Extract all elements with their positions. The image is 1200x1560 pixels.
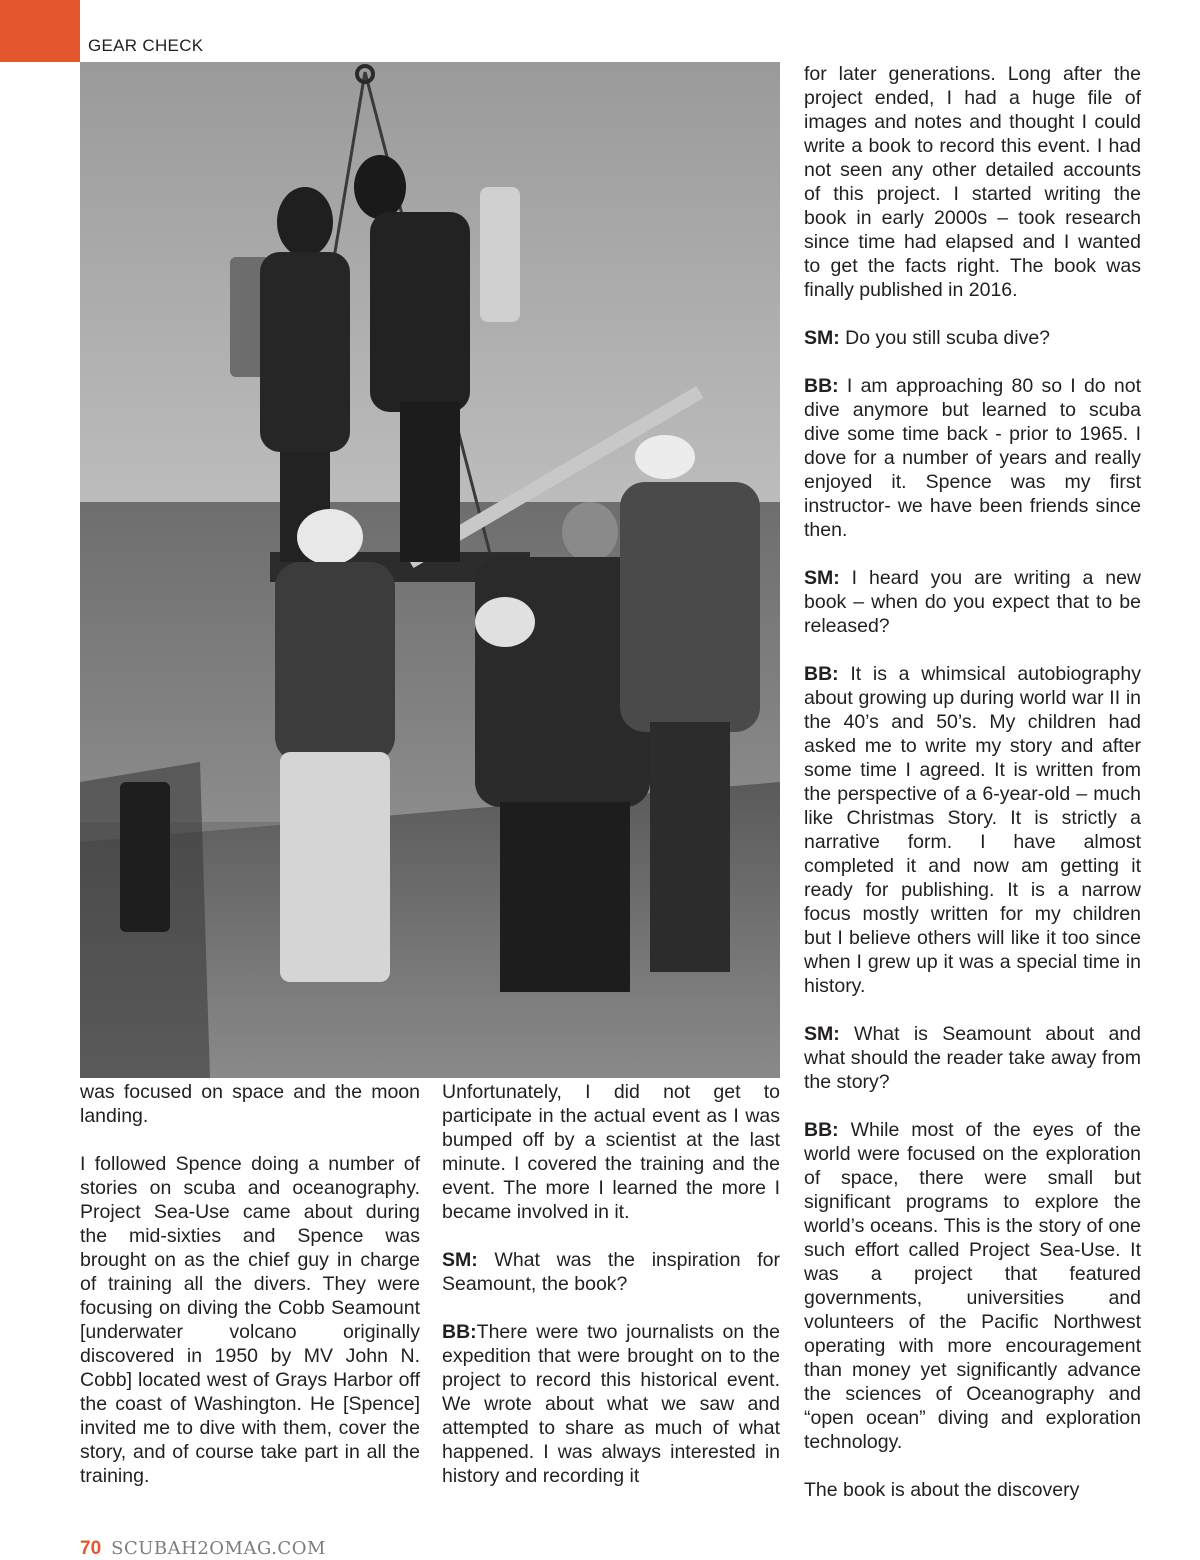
speaker-label: BB: bbox=[442, 1321, 477, 1343]
paragraph-answer: BB: I am approaching 80 so I do not dive anymore but learned to scuba dive some time back - prior to 1965. I dove for a number of years and really enjoyed it. Spence was my first instructor- we have been friends since then. bbox=[804, 375, 1141, 541]
speaker-label: BB: bbox=[804, 663, 839, 685]
site-url: SCUBAH2OMAG.COM bbox=[111, 1538, 326, 1559]
paragraph: Unfortunately, I did not get to participate in the actual event as I was bumped off by a scientist at the last minute. I covered the training and the event. The more I learned the more I became involved in it. bbox=[442, 1081, 780, 1223]
paragraph-answer: BB: While most of the eyes of the world were focused on the exploration of space, there were small but significant programs to explore the world’s oceans. This is the story of one such effort called Project Sea-Use. It was a project that featured governments, universities and volunteers of the Pacific Northwest operating with more encouragement than money yet significantly advance the sciences of Oceanography and “open ocean” diving and exploration technology. bbox=[804, 1119, 1141, 1453]
page-number: 70 bbox=[80, 1538, 102, 1559]
section-color-tab bbox=[0, 0, 80, 62]
paragraph-question: SM: I heard you are writing a new book – when do you expect that to be released? bbox=[804, 567, 1141, 637]
speaker-label: SM: bbox=[804, 327, 840, 349]
speaker-label: BB: bbox=[804, 375, 839, 397]
speaker-label: SM: bbox=[442, 1249, 478, 1271]
text-column-right bbox=[804, 62, 1141, 1526]
paragraph-question: SM: What was the inspiration for Seamount, the book? bbox=[442, 1249, 780, 1295]
diving-bell-photo bbox=[80, 62, 780, 1078]
text-column-middle bbox=[442, 1080, 780, 1512]
paragraph: was focused on space and the moon landing. bbox=[80, 1081, 420, 1127]
speaker-label: SM: bbox=[804, 1023, 840, 1045]
paragraph: I followed Spence doing a number of stories on scuba and oceanography. Project Sea-Use came about during the mid-sixties and Spence was brought on as the chief guy in charge of training all the divers. They were focusing on diving the Cobb Seamount [underwater volcano originally discovered in 1950 by MV John N. Cobb] located west of Grays Harbor off the coast of Washington. He [Spence] invited me to dive with them, cover the story, and of course take part in all the training. bbox=[80, 1153, 420, 1487]
text-column-left bbox=[80, 1080, 420, 1512]
paragraph-question: SM: What is Seamount about and what should the reader take away from the story? bbox=[804, 1023, 1141, 1093]
page-footer bbox=[80, 1538, 326, 1560]
paragraph-answer: BB: It is a whimsical autobiography about growing up during world war II in the 40’s and 50’s. My children had asked me to write my story and after some time I agreed. It is written from the perspective of a 6-year-old – much like Christmas Story. It is strictly a narrative form. I have almost completed it and now am getting it ready for publishing. It is a narrow focus mostly written for my children but I believe others will like it too since when I grew up it was a special time in history. bbox=[804, 663, 1141, 997]
photo-divers-on-platform bbox=[80, 62, 780, 1078]
speaker-label: SM: bbox=[804, 567, 840, 589]
paragraph-answer: BB:There were two journalists on the expedition that were brought on to the project to record this historical event. We wrote about what we saw and attempted to share as much of what happened. I was always interested in history and recording it bbox=[442, 1321, 780, 1487]
paragraph-question: SM: Do you still scuba dive? bbox=[804, 327, 1051, 349]
section-title: GEAR CHECK bbox=[88, 36, 204, 55]
paragraph: The book is about the discovery bbox=[804, 1479, 1080, 1501]
paragraph: for later generations. Long after the project ended, I had a huge file of images and notes and thought I could write a book to record this event. I had not seen any other detailed accounts of this project. I started writing the book in early 2000s – took research since time had elapsed and I wanted to get the facts right. The book was finally published in 2016. bbox=[804, 63, 1141, 301]
speaker-label: BB: bbox=[804, 1119, 839, 1141]
